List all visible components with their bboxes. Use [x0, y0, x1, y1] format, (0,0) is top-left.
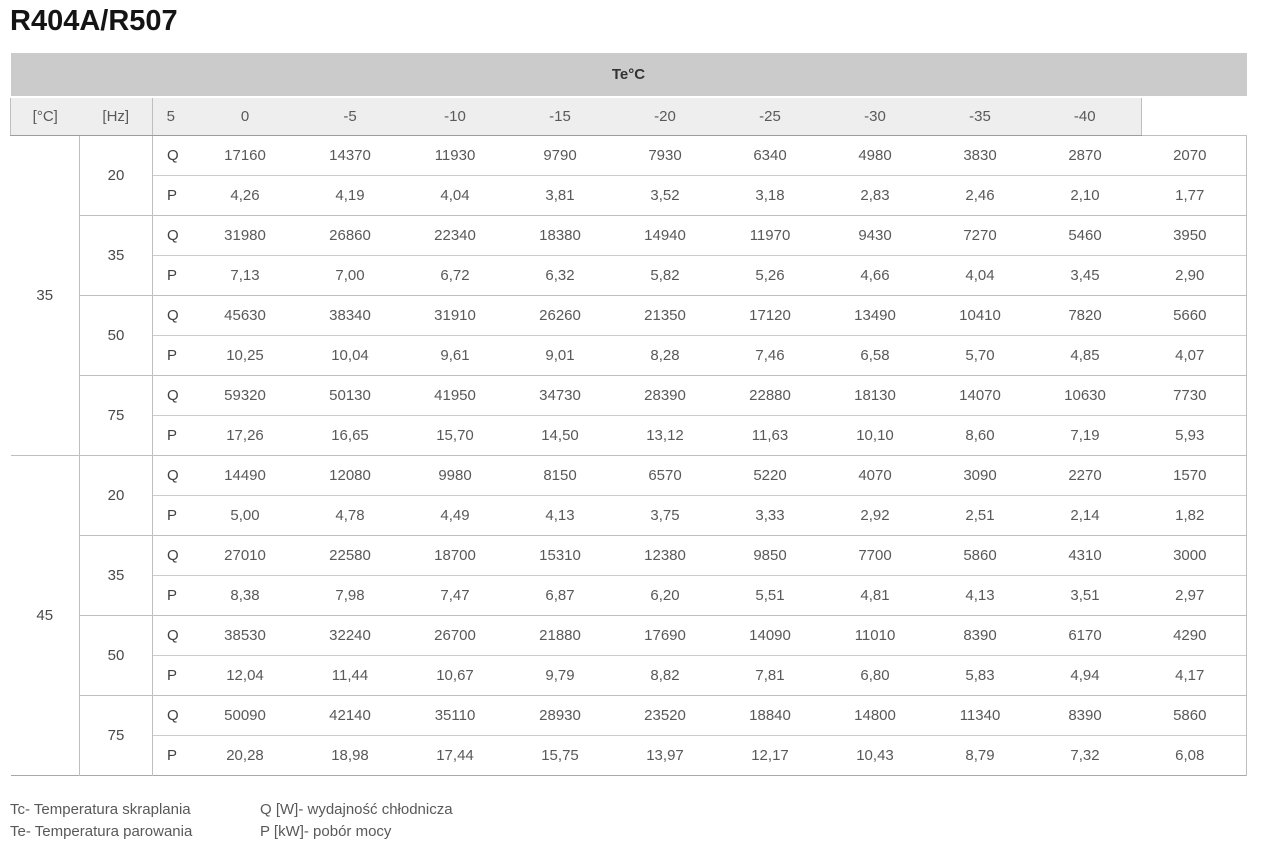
- p-value-cell: 17,26: [197, 416, 302, 456]
- q-value-cell: 3830: [932, 136, 1037, 176]
- p-label-cell: P: [153, 336, 197, 376]
- p-value-cell: 4,78: [302, 496, 407, 536]
- p-value-cell: 3,51: [1037, 576, 1142, 616]
- p-value-cell: 2,90: [1142, 256, 1247, 296]
- p-value-cell: 7,00: [302, 256, 407, 296]
- q-value-cell: 12080: [302, 456, 407, 496]
- p-value-cell: 7,46: [722, 336, 827, 376]
- q-label-cell: Q: [153, 536, 197, 576]
- q-value-cell: 7930: [617, 136, 722, 176]
- tc-cell: 35: [11, 136, 80, 456]
- p-label-cell: P: [153, 736, 197, 776]
- q-value-cell: 59320: [197, 376, 302, 416]
- p-value-cell: 6,58: [827, 336, 932, 376]
- q-label-cell: Q: [153, 456, 197, 496]
- q-value-cell: 8390: [1037, 696, 1142, 736]
- p-value-cell: 7,98: [302, 576, 407, 616]
- q-value-cell: 5460: [1037, 216, 1142, 256]
- q-value-cell: 11970: [722, 216, 827, 256]
- q-value-cell: 4310: [1037, 536, 1142, 576]
- q-value-cell: 8150: [512, 456, 617, 496]
- q-value-cell: 23520: [617, 696, 722, 736]
- p-row: [11, 736, 1247, 776]
- p-value-cell: 9,01: [512, 336, 617, 376]
- q-value-cell: 17690: [617, 616, 722, 656]
- q-value-cell: 17120: [722, 296, 827, 336]
- te-band-header: Te°C: [11, 53, 1247, 97]
- q-value-cell: 18840: [722, 696, 827, 736]
- p-value-cell: 7,19: [1037, 416, 1142, 456]
- q-value-cell: 14070: [932, 376, 1037, 416]
- p-value-cell: 4,26: [197, 176, 302, 216]
- p-value-cell: 6,32: [512, 256, 617, 296]
- p-value-cell: 10,43: [827, 736, 932, 776]
- p-label-cell: P: [153, 256, 197, 296]
- q-value-cell: 4070: [827, 456, 932, 496]
- p-value-cell: 6,80: [827, 656, 932, 696]
- q-value-cell: 35110: [407, 696, 512, 736]
- legend-tc: Tc- Temperatura skraplania: [10, 801, 191, 818]
- q-value-cell: 6170: [1037, 616, 1142, 656]
- te-column-header: 5: [153, 97, 197, 136]
- p-value-cell: 5,26: [722, 256, 827, 296]
- hz-unit-header: [Hz]: [80, 97, 153, 136]
- q-value-cell: 5860: [932, 536, 1037, 576]
- p-value-cell: 5,83: [932, 656, 1037, 696]
- q-value-cell: 38530: [197, 616, 302, 656]
- q-value-cell: 15310: [512, 536, 617, 576]
- q-value-cell: 26700: [407, 616, 512, 656]
- q-value-cell: 27010: [197, 536, 302, 576]
- hz-cell: 20: [80, 136, 153, 216]
- q-value-cell: 13490: [827, 296, 932, 336]
- q-label-cell: Q: [153, 376, 197, 416]
- q-value-cell: 5860: [1142, 696, 1247, 736]
- p-value-cell: 1,82: [1142, 496, 1247, 536]
- p-value-cell: 9,79: [512, 656, 617, 696]
- q-label-cell: Q: [153, 296, 197, 336]
- p-value-cell: 8,60: [932, 416, 1037, 456]
- q-value-cell: 7270: [932, 216, 1037, 256]
- q-value-cell: 1570: [1142, 456, 1247, 496]
- te-column-header: -25: [722, 97, 827, 136]
- p-value-cell: 5,00: [197, 496, 302, 536]
- legend-te: Te- Temperatura parowania: [10, 823, 193, 840]
- q-value-cell: 11930: [407, 136, 512, 176]
- q-value-cell: 6570: [617, 456, 722, 496]
- q-value-cell: 34730: [512, 376, 617, 416]
- q-value-cell: 4290: [1142, 616, 1247, 656]
- tc-unit-header: [°C]: [11, 97, 80, 136]
- p-value-cell: 14,50: [512, 416, 617, 456]
- p-value-cell: 8,38: [197, 576, 302, 616]
- q-value-cell: 2070: [1142, 136, 1247, 176]
- p-value-cell: 4,13: [512, 496, 617, 536]
- p-value-cell: 4,94: [1037, 656, 1142, 696]
- performance-table: [10, 53, 1247, 776]
- p-value-cell: 7,13: [197, 256, 302, 296]
- q-value-cell: 32240: [302, 616, 407, 656]
- q-value-cell: 22880: [722, 376, 827, 416]
- q-value-cell: 38340: [302, 296, 407, 336]
- p-value-cell: 2,14: [1037, 496, 1142, 536]
- q-value-cell: 18130: [827, 376, 932, 416]
- hz-cell: 50: [80, 616, 153, 696]
- q-label-cell: Q: [153, 696, 197, 736]
- q-value-cell: 28390: [617, 376, 722, 416]
- p-value-cell: 3,75: [617, 496, 722, 536]
- q-label-cell: Q: [153, 216, 197, 256]
- q-value-cell: 45630: [197, 296, 302, 336]
- p-value-cell: 8,28: [617, 336, 722, 376]
- p-value-cell: 13,12: [617, 416, 722, 456]
- p-value-cell: 15,70: [407, 416, 512, 456]
- te-column-header: -15: [512, 97, 617, 136]
- q-value-cell: 18380: [512, 216, 617, 256]
- p-row: [11, 176, 1247, 216]
- p-value-cell: 12,17: [722, 736, 827, 776]
- q-value-cell: 10630: [1037, 376, 1142, 416]
- p-value-cell: 11,44: [302, 656, 407, 696]
- q-value-cell: 8390: [932, 616, 1037, 656]
- p-value-cell: 2,10: [1037, 176, 1142, 216]
- q-value-cell: 6340: [722, 136, 827, 176]
- q-value-cell: 9790: [512, 136, 617, 176]
- p-value-cell: 2,97: [1142, 576, 1247, 616]
- p-value-cell: 9,61: [407, 336, 512, 376]
- q-row: [11, 696, 1247, 736]
- p-row: [11, 576, 1247, 616]
- p-value-cell: 2,92: [827, 496, 932, 536]
- p-label-cell: P: [153, 176, 197, 216]
- legend: [10, 799, 1274, 843]
- p-value-cell: 10,10: [827, 416, 932, 456]
- q-value-cell: 11340: [932, 696, 1037, 736]
- q-value-cell: 11010: [827, 616, 932, 656]
- q-value-cell: 31980: [197, 216, 302, 256]
- q-value-cell: 42140: [302, 696, 407, 736]
- p-value-cell: 15,75: [512, 736, 617, 776]
- p-value-cell: 11,63: [722, 416, 827, 456]
- q-value-cell: 41950: [407, 376, 512, 416]
- q-row: [11, 376, 1247, 416]
- q-row: [11, 296, 1247, 336]
- p-value-cell: 4,13: [932, 576, 1037, 616]
- q-value-cell: 50090: [197, 696, 302, 736]
- q-row: [11, 216, 1247, 256]
- p-row: [11, 336, 1247, 376]
- p-value-cell: 2,46: [932, 176, 1037, 216]
- p-row: [11, 656, 1247, 696]
- q-value-cell: 26260: [512, 296, 617, 336]
- q-value-cell: 4980: [827, 136, 932, 176]
- p-value-cell: 10,67: [407, 656, 512, 696]
- p-value-cell: 6,72: [407, 256, 512, 296]
- p-label-cell: P: [153, 576, 197, 616]
- q-value-cell: 14090: [722, 616, 827, 656]
- p-value-cell: 18,98: [302, 736, 407, 776]
- p-value-cell: 5,82: [617, 256, 722, 296]
- table-body: [11, 136, 1247, 776]
- legend-q: Q [W]- wydajność chłodnicza: [260, 801, 453, 818]
- p-row: [11, 256, 1247, 296]
- te-column-header: -20: [617, 97, 722, 136]
- p-value-cell: 4,04: [932, 256, 1037, 296]
- legend-p: P [kW]- pobór mocy: [260, 823, 392, 840]
- q-value-cell: 18700: [407, 536, 512, 576]
- p-value-cell: 8,79: [932, 736, 1037, 776]
- te-column-header: -40: [1037, 97, 1142, 136]
- q-row: [11, 616, 1247, 656]
- p-value-cell: 8,82: [617, 656, 722, 696]
- q-value-cell: 12380: [617, 536, 722, 576]
- p-value-cell: 4,17: [1142, 656, 1247, 696]
- q-value-cell: 5660: [1142, 296, 1247, 336]
- p-value-cell: 4,19: [302, 176, 407, 216]
- p-value-cell: 5,93: [1142, 416, 1247, 456]
- q-row: [11, 136, 1247, 176]
- q-row: [11, 456, 1247, 496]
- p-value-cell: 13,97: [617, 736, 722, 776]
- q-value-cell: 26860: [302, 216, 407, 256]
- q-value-cell: 14940: [617, 216, 722, 256]
- p-value-cell: 7,32: [1037, 736, 1142, 776]
- p-value-cell: 7,81: [722, 656, 827, 696]
- p-value-cell: 4,07: [1142, 336, 1247, 376]
- q-value-cell: 10410: [932, 296, 1037, 336]
- q-value-cell: 2270: [1037, 456, 1142, 496]
- q-label-cell: Q: [153, 136, 197, 176]
- p-value-cell: 3,52: [617, 176, 722, 216]
- q-value-cell: 3090: [932, 456, 1037, 496]
- p-value-cell: 3,45: [1037, 256, 1142, 296]
- te-column-header: -5: [302, 97, 407, 136]
- hz-cell: 35: [80, 216, 153, 296]
- hz-cell: 20: [80, 456, 153, 536]
- q-value-cell: 7820: [1037, 296, 1142, 336]
- p-label-cell: P: [153, 496, 197, 536]
- q-value-cell: 9850: [722, 536, 827, 576]
- p-value-cell: 20,28: [197, 736, 302, 776]
- q-value-cell: 21880: [512, 616, 617, 656]
- p-value-cell: 1,77: [1142, 176, 1247, 216]
- q-row: [11, 536, 1247, 576]
- q-value-cell: 14800: [827, 696, 932, 736]
- tc-cell: 45: [11, 456, 80, 776]
- te-column-header: -10: [407, 97, 512, 136]
- q-value-cell: 3950: [1142, 216, 1247, 256]
- q-value-cell: 14370: [302, 136, 407, 176]
- hz-cell: 35: [80, 536, 153, 616]
- q-value-cell: 21350: [617, 296, 722, 336]
- p-value-cell: 7,47: [407, 576, 512, 616]
- te-column-header: -35: [932, 97, 1037, 136]
- q-value-cell: 2870: [1037, 136, 1142, 176]
- p-row: [11, 416, 1247, 456]
- p-value-cell: 16,65: [302, 416, 407, 456]
- q-value-cell: 14490: [197, 456, 302, 496]
- p-value-cell: 4,81: [827, 576, 932, 616]
- band-header-row: [11, 53, 1247, 97]
- p-value-cell: 6,87: [512, 576, 617, 616]
- q-value-cell: 9430: [827, 216, 932, 256]
- p-value-cell: 4,49: [407, 496, 512, 536]
- p-value-cell: 3,81: [512, 176, 617, 216]
- p-value-cell: 12,04: [197, 656, 302, 696]
- p-value-cell: 17,44: [407, 736, 512, 776]
- q-value-cell: 28930: [512, 696, 617, 736]
- q-value-cell: 9980: [407, 456, 512, 496]
- p-value-cell: 5,70: [932, 336, 1037, 376]
- p-value-cell: 3,18: [722, 176, 827, 216]
- q-value-cell: 17160: [197, 136, 302, 176]
- p-value-cell: 10,25: [197, 336, 302, 376]
- te-column-header: 0: [197, 97, 302, 136]
- column-header-row: [11, 97, 1247, 136]
- p-value-cell: 3,33: [722, 496, 827, 536]
- hz-cell: 50: [80, 296, 153, 376]
- q-value-cell: 3000: [1142, 536, 1247, 576]
- p-value-cell: 10,04: [302, 336, 407, 376]
- q-value-cell: 22340: [407, 216, 512, 256]
- p-value-cell: 4,04: [407, 176, 512, 216]
- p-value-cell: 6,20: [617, 576, 722, 616]
- table-header: [11, 53, 1247, 136]
- p-label-cell: P: [153, 656, 197, 696]
- p-value-cell: 4,66: [827, 256, 932, 296]
- hz-cell: 75: [80, 696, 153, 776]
- q-value-cell: 5220: [722, 456, 827, 496]
- p-row: [11, 496, 1247, 536]
- p-value-cell: 5,51: [722, 576, 827, 616]
- hz-cell: 75: [80, 376, 153, 456]
- q-label-cell: Q: [153, 616, 197, 656]
- q-value-cell: 7730: [1142, 376, 1247, 416]
- p-value-cell: 6,08: [1142, 736, 1247, 776]
- page-title: R404A/R507: [10, 5, 178, 37]
- p-value-cell: 4,85: [1037, 336, 1142, 376]
- q-value-cell: 31910: [407, 296, 512, 336]
- q-value-cell: 22580: [302, 536, 407, 576]
- q-value-cell: 7700: [827, 536, 932, 576]
- q-value-cell: 50130: [302, 376, 407, 416]
- p-value-cell: 2,83: [827, 176, 932, 216]
- p-label-cell: P: [153, 416, 197, 456]
- p-value-cell: 2,51: [932, 496, 1037, 536]
- te-column-header: -30: [827, 97, 932, 136]
